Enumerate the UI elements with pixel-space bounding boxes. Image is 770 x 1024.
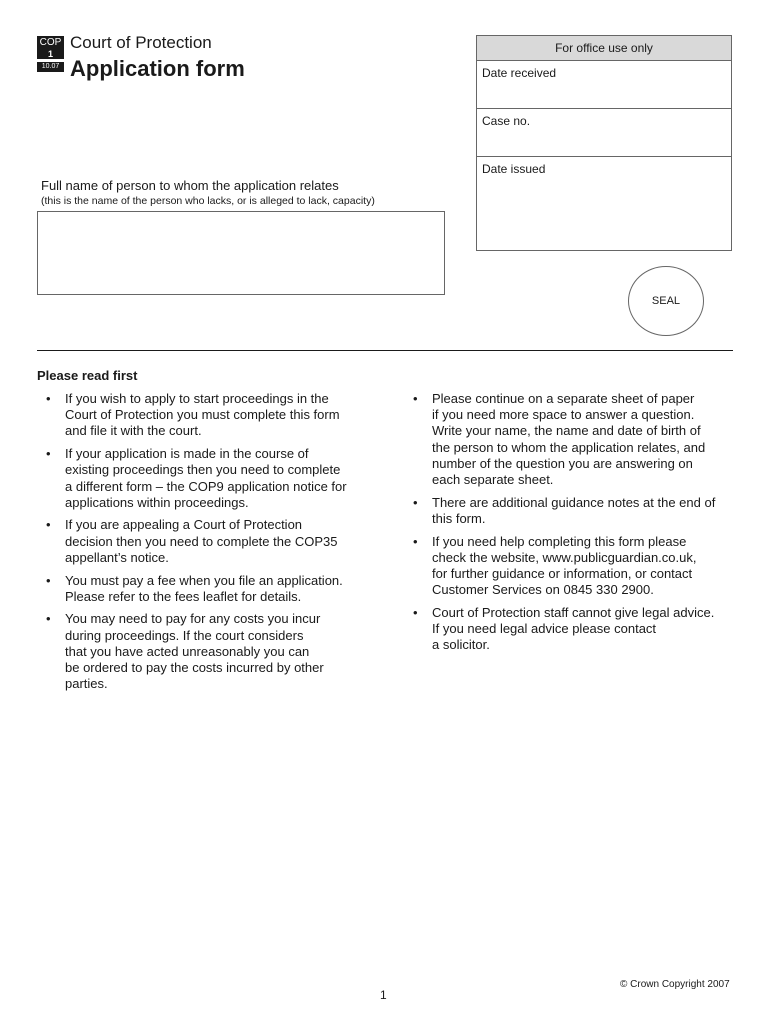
list-item (404, 534, 742, 599)
list-item (37, 446, 382, 511)
bullet-icon: • (413, 533, 418, 549)
list-item-text: Court of Protection staff cannot give legal advice. If you need legal advice please contact a solicitor. (432, 604, 715, 653)
form-code-badge (37, 36, 64, 72)
bullet-icon: • (46, 446, 51, 462)
guidance-list-left (37, 391, 382, 699)
list-item-text: Please continue on a separate sheet of paper if you need more space to answer a question. Write your name, the name and date of birth of the person to whom the application relates, and number of the question you are answering on each separate sheet. (432, 391, 706, 488)
list-item (37, 611, 382, 692)
bullet-icon: • (46, 517, 51, 533)
page-title: Application form (70, 56, 245, 81)
date-received-label: Date received (482, 66, 557, 80)
bullet-icon: • (46, 572, 51, 588)
list-item-text: You must pay a fee when you file an application. Please refer to the fees leaflet for details. (65, 572, 343, 604)
date-issued-label: Date issued (482, 162, 546, 176)
list-item-text: If you need help completing this form please check the website, www.publicguardian.co.uk, for further guidance or information, or contact Customer Services on 0845 330 2900. (432, 533, 697, 598)
full-name-label: Full name of person to whom the application relates (41, 178, 339, 193)
please-read-first-heading: Please read first (37, 368, 138, 383)
form-code-series: COP (37, 36, 64, 49)
guidance-list-right (404, 391, 742, 660)
office-use-heading: For office use only (477, 36, 731, 61)
list-item (37, 517, 382, 566)
seal-circle: SEAL (628, 266, 704, 336)
office-use-box (476, 35, 732, 251)
bullet-icon: • (413, 604, 418, 620)
bullet-icon: • (413, 391, 418, 406)
list-item (404, 495, 742, 527)
case-no-field (477, 109, 731, 157)
form-code-number: 1 (37, 49, 64, 59)
date-received-field (477, 61, 731, 109)
list-item (404, 391, 742, 488)
page-number: 1 (380, 988, 387, 1002)
full-name-sublabel: (this is the name of the person who lacks, or is alleged to lack, capacity) (41, 195, 375, 207)
list-item-text: There are additional guidance notes at the end of this form. (432, 494, 716, 526)
list-item (404, 605, 742, 654)
bullet-icon: • (46, 391, 51, 406)
list-item (37, 573, 382, 605)
bullet-icon: • (46, 611, 51, 627)
bullet-icon: • (413, 494, 418, 510)
section-divider (37, 350, 733, 351)
list-item-text: You may need to pay for any costs you incur during proceedings. If the court considers that you have acted unreasonably you can be ordered to pay the costs incurred by other parties. (65, 611, 324, 692)
list-item-text: If your application is made in the course of existing proceedings then you need to complete a different form – the COP9 application notice for applications within proceedings. (65, 446, 347, 510)
full-name-input[interactable] (37, 211, 445, 295)
date-issued-field (477, 157, 731, 251)
case-no-label: Case no. (482, 114, 531, 128)
form-code-version: 10.07 (37, 62, 64, 72)
list-item-text: If you wish to apply to start proceedings in the Court of Protection you must complete this form and file it with the court. (65, 391, 340, 439)
court-name: Court of Protection (70, 33, 212, 52)
list-item (37, 391, 382, 440)
list-item-text: If you are appealing a Court of Protection decision then you need to complete the COP35 appellant’s notice. (65, 517, 338, 565)
copyright-notice: © Crown Copyright 2007 (620, 979, 730, 990)
